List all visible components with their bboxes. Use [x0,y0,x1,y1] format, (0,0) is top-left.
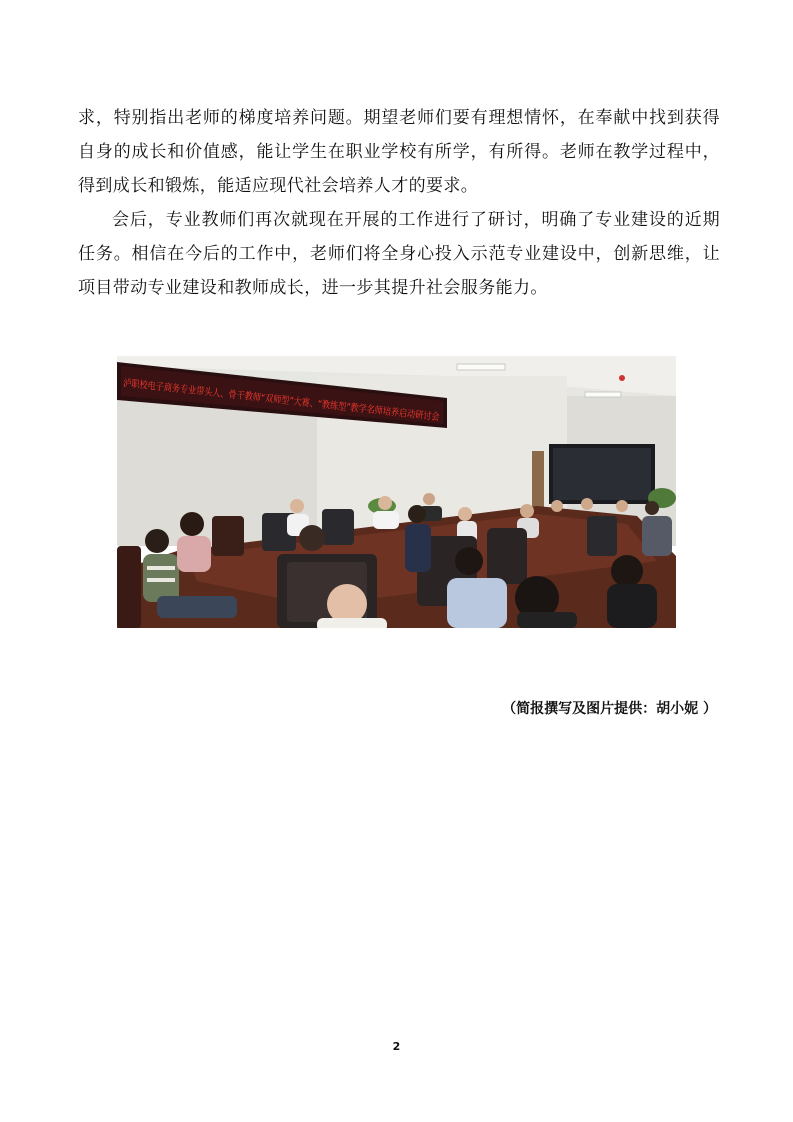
page-number: 2 [392,1040,401,1053]
photo-credit-caption: （简报撰写及图片提供：胡小妮 ） [502,701,717,717]
banner-text: 泸职校电子商务专业带头人、骨干教师“双师型”大赛、“教练型”教学名师培养启动研讨会 [122,378,513,432]
body-paragraph-2: 会后，专业教师们再次就现在开展的工作进行了研讨，明确了专业建设的近期任务。相信在今后的工作中，老师们将全身心投入示范专业建设中，创新思维，让项目带动专业建设和教师成长，进一步其提升社会服务能力。 [78,210,720,298]
meeting-photo [117,356,676,628]
body-paragraph-1: 求，特别指出老师的梯度培养问题。期望老师们要有理想情怀，在奉献中找到获得自身的成长和价值感，能让学生在职业学校有所学，有所得。老师在教学过程中，得到成长和锻炼，能适应现代社会培养人才的要求。 [78,108,720,196]
